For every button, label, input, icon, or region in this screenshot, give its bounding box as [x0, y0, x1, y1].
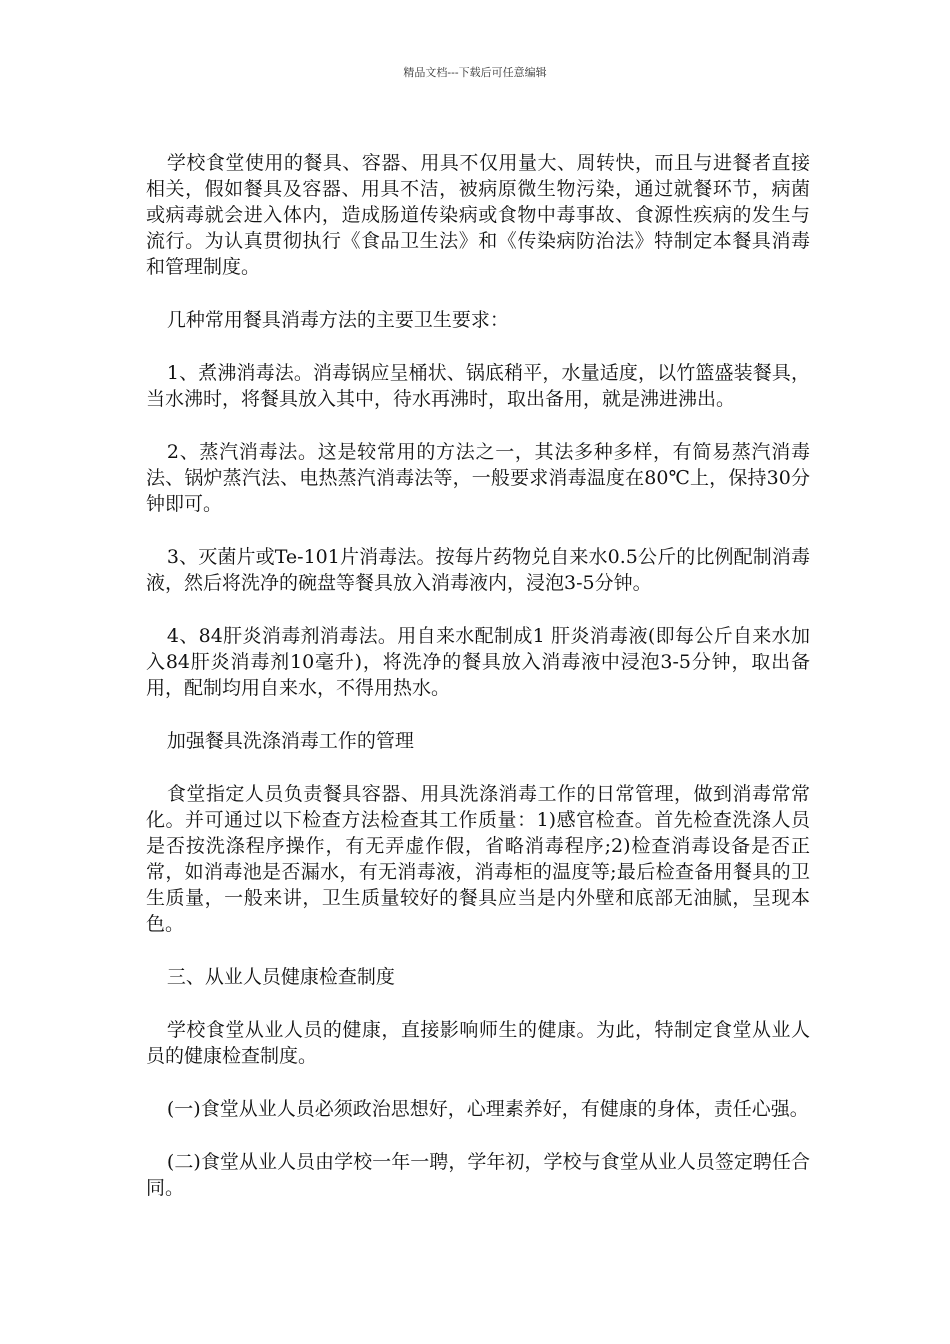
paragraph-rule-1: (一)食堂从业人员必须政治思想好，心理素养好，有健康的身体，责任心强。: [166, 1098, 809, 1120]
section-heading-disinfection-methods: 几种常用餐具消毒方法的主要卫生要求：: [166, 309, 509, 331]
section-heading-health-check: 三、从业人员健康检查制度: [166, 966, 395, 988]
section-heading-management: 加强餐具洗涤消毒工作的管理: [166, 730, 414, 752]
page-header: 精品文档---下载后可任意编辑: [403, 66, 547, 79]
paragraph-84-disinfectant-method: 4、84肝炎消毒剂消毒法。用自来水配制成1 肝炎消毒液(即每公斤自来水加入84肝炎消毒剂10毫升)，将洗净的餐具放入消毒液中浸泡3-5分钟，取出备用，配制均用自来水，不得用热水。: [146, 625, 810, 699]
document-body: [146, 150, 810, 1228]
paragraph-tablet-method: 3、灭菌片或Te-101片消毒法。按每片药物兑自来水0.5公斤的比例配制消毒液，然后将洗净的碗盘等餐具放入消毒液内，浸泡3-5分钟。: [146, 546, 810, 594]
paragraph-management: 食堂指定人员负责餐具容器、用具洗涤消毒工作的日常管理，做到消毒常常化。并可通过以下检查方法检查其工作质量：1)感官检查。首先检查洗涤人员是否按洗涤程序操作，有无弄虚作假，省略消毒程序;2)检查消毒设备是否正常，如消毒池是否漏水，有无消毒液，消毒柜的温度等;最后检查备用餐具的卫生质量，一般来讲，卫生质量较好的餐具应当是内外壁和底部无油腻，呈现本色。: [146, 783, 810, 935]
paragraph-rule-2: (二)食堂从业人员由学校一年一聘，学年初，学校与食堂从业人员签定聘任合同。: [146, 1151, 810, 1199]
paragraph-intro: 学校食堂使用的餐具、容器、用具不仅用量大、周转快，而且与进餐者直接相关，假如餐具及容器、用具不洁，被病原微生物污染，通过就餐环节，病菌或病毒就会进入体内，造成肠道传染病或食物中毒事故、食源性疾病的发生与流行。为认真贯彻执行《食品卫生法》和《传染病防治法》特制定本餐具消毒和管理制度。: [146, 152, 810, 278]
paragraph-boiling-method: 1、煮沸消毒法。消毒锅应呈桶状、锅底稍平，水量适度，以竹篮盛装餐具，当水沸时，将餐具放入其中，待水再沸时，取出备用，就是沸进沸出。: [146, 362, 810, 410]
paragraph-steam-method: 2、蒸汽消毒法。这是较常用的方法之一，其法多种多样，有简易蒸汽消毒法、锅炉蒸汽法、电热蒸汽消毒法等，一般要求消毒温度在80℃上，保持30分钟即可。: [146, 441, 810, 515]
paragraph-health-check-intro: 学校食堂从业人员的健康，直接影响师生的健康。为此，特制定食堂从业人员的健康检查制度。: [146, 1019, 810, 1067]
